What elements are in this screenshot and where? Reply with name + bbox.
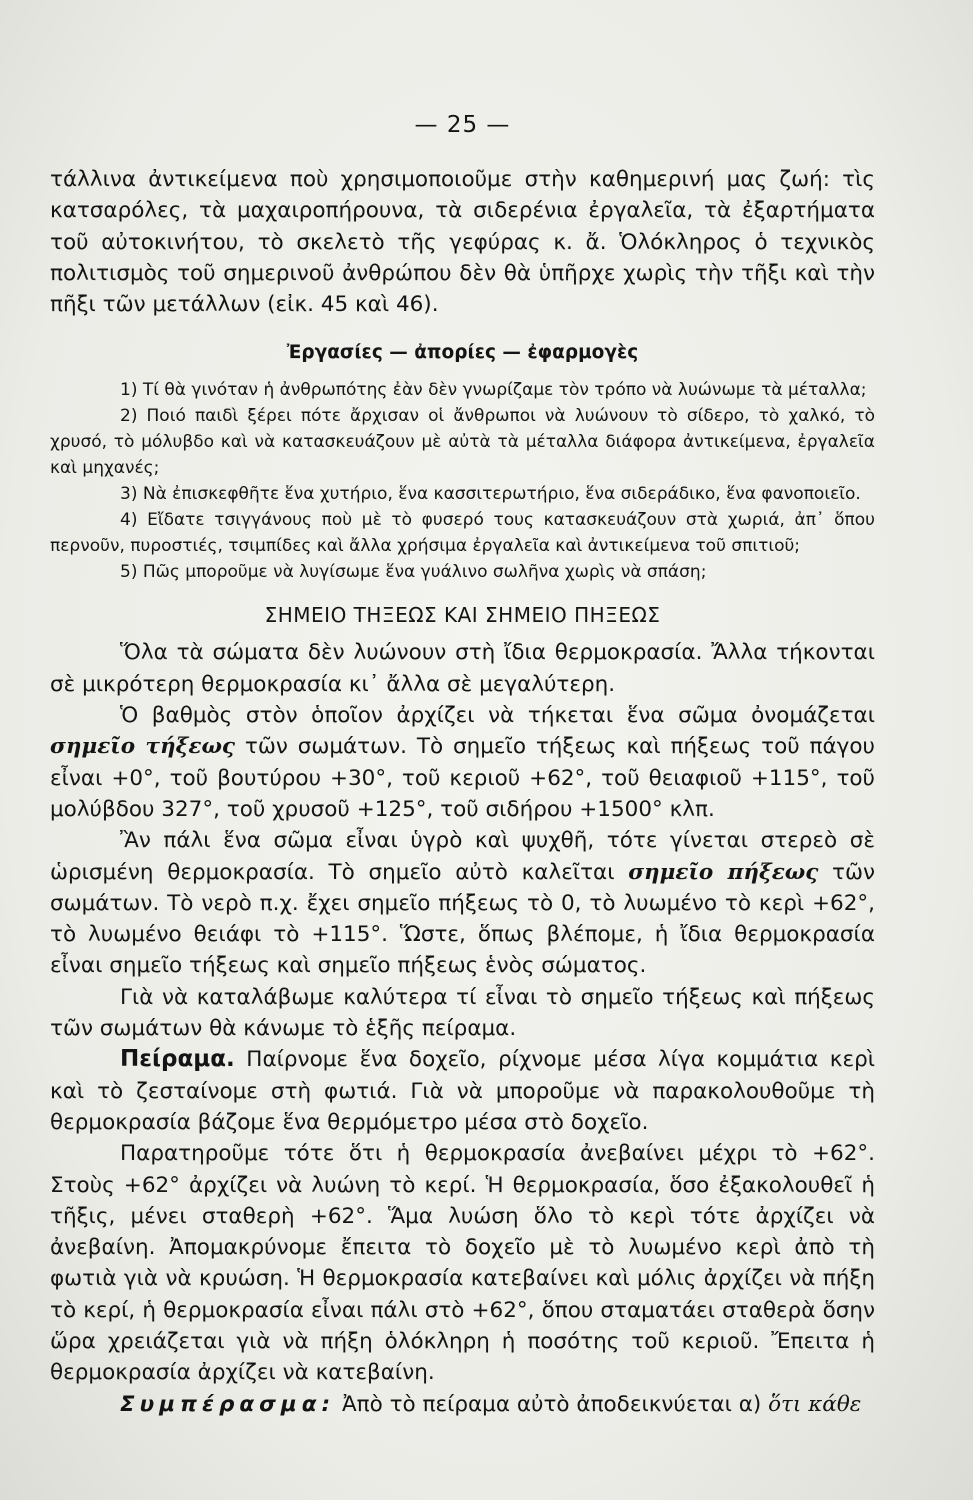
paragraph-observation: Παρατηροῦμε τότε ὅτι ἡ θερμοκρασία ἀνεβαίνει μέχρι τὸ +62°. Στοὺς +62° ἀρχίζει νὰ λυώνη τὸ κερί. Ἡ θερμοκρασία, ὅσο ἐξακολουθεῖ ἡ τῆξις, μένει σταθερὴ +62°. Ἅμα λυώση ὅλο τὸ κερὶ τότε ἀρχίζει νὰ ἀνεβαίνη. Ἀπομακρύνομε ἔπειτα τὸ δοχεῖο μὲ τὸ λυωμένο κερὶ ἀπὸ τὴ φωτιὰ γιὰ νὰ κρυώση. Ἡ θερμοκρασία κατεβαίνει καὶ μόλις ἀρχίζει νὰ πήξη τὸ κερί, ἡ θερμοκρασία εἶναι πάλι στὸ +62°, ὅπου σταματάει σταθερὰ ὅσην ὥρα χρειάζεται γιὰ νὰ πήξη ὁλόκληρη ἡ ποσότης τοῦ κεριοῦ. Ἔπειτα ἡ θερμοκρασία ἀρχίζει νὰ κατεβαίνη.: [50, 1141, 875, 1386]
question-item: 1) Τί θὰ γινόταν ἡ ἀνθρωπότης ἐὰν δὲν γνωρίζαμε τὸν τρόπο νὰ λυώνωμε τὰ μέταλλα;: [120, 380, 867, 401]
intro-paragraph: τάλλινα ἀντικείμενα ποὺ χρησιμοποιοῦμε στὴν καθημερινή μας ζωή: τὶς κατσαρόλες, τὰ μαχαιροπήρουνα, τὰ σιδερένια ἐργαλεῖα, τὰ ἐξαρτήματα τοῦ αὐτοκινήτου, τὸ σκελετὸ τῆς γεφύρας κ. ἄ. Ὁλόκληρος ὁ τεχνικὸς πολιτισμὸς τοῦ σημερινοῦ ἀνθρώπου δὲν θὰ ὑπῆρχε χωρὶς τὴν τῆξι καὶ τὴν πῆξι τῶν μετάλλων (εἰκ. 45 καὶ 46).: [50, 167, 875, 318]
paragraph-intro-experiment: Γιὰ νὰ καταλάβωμε καλύτερα τί εἶναι τὸ σημεῖο τήξεως καὶ πήξεως τῶν σωμάτων θὰ κάνωμε τὸ ἑξῆς πείραμα.: [50, 984, 875, 1042]
conclusion-tail: ὅτι κάθε: [768, 1391, 862, 1417]
paragraph-text: τῶν σωμάτων. Τὸ σημεῖο τήξεως καὶ πήξεως τοῦ πάγου εἶναι +0°, τοῦ βουτύρου +30°, τοῦ κεριοῦ +62°, τοῦ θειαφιοῦ +115°, τοῦ μολύβδου 327°, τοῦ χρυσοῦ +125°, τοῦ σιδήρου +1500° κλπ.: [50, 734, 875, 822]
page-number: — 25 —: [414, 112, 511, 138]
paragraph-freezing-point: [50, 825, 875, 981]
conclusion-label: Συμπέρασμα:: [120, 1391, 336, 1417]
paragraph-melting: Ὅλα τὰ σώματα δὲν λυώνουν στὴ ἴδια θερμοκρασία. Ἄλλα τήκονται σὲ μικρότερη θερμοκρασία κι᾿ ἄλλα σὲ μεγαλύτερη.: [50, 640, 875, 697]
paragraph-conclusion: [50, 1389, 875, 1420]
term-melting-point: σημεῖο τήξεως: [50, 734, 236, 760]
term-freezing-point: σημεῖο πήξεως: [628, 859, 819, 885]
paragraph-melting-point: [50, 700, 875, 825]
question-item: 4) Εἴδατε τσιγγάνους ποὺ μὲ τὸ φυσερό τους κατασκευάζουν στὰ χωριά, ἀπ᾿ ὅπου περνοῦν, πυροστιές, τσιμπίδες καὶ ἄλλα χρήσιμα ἐργαλεῖα καὶ ἀντικείμενα τοῦ σπιτιοῦ;: [50, 510, 875, 557]
paragraph-text: Παίρνομε ἕνα δοχεῖο, ρίχνομε μέσα λίγα κομμάτια κερὶ καὶ τὸ ζεσταίνομε στὴ φωτιά. Γιὰ νὰ μποροῦμε νὰ παρακολουθοῦμε τὴ θερμοκρασία βάζομε ἕνα θερμόμετρο μέσα στὸ δοχεῖο.: [50, 1047, 875, 1135]
section-title: ΣΗΜΕΙΟ ΤΗΞΕΩΣ ΚΑΙ ΣΗΜΕΙΟ ΠΗΞΕΩΣ: [264, 603, 661, 628]
paragraph-text: Ἀπὸ τὸ πείραμα αὐτὸ ἀποδεικνύεται α): [335, 1391, 769, 1417]
paragraph-text: τῶν σωμάτων. Τὸ νερὸ π.χ. ἔχει σημεῖο πήξεως τὸ 0, τὸ λυωμένο τὸ κερὶ +62°, τὸ λυωμένο θειάφι τὸ +115°. Ὥστε, ὅπως βλέπομε, ἡ ἴδια θερμοκρασία εἶναι σημεῖο τήξεως καὶ σημεῖο πήξεως ἑνὸς σώματος.: [50, 859, 875, 979]
experiment-label: Πείραμα.: [120, 1046, 235, 1073]
question-item: 3) Νὰ ἐπισκεφθῆτε ἕνα χυτήριο, ἕνα κασσιτερωτήριο, ἕνα σιδεράδικο, ἕνα φανοποιεῖο.: [120, 484, 861, 505]
paragraph-text: Ὁ βαθμὸς στὸν ὁποῖον ἀρχίζει νὰ τήκεται ἕνα σῶμα ὀνομάζεται: [120, 703, 875, 729]
paragraph-experiment: [50, 1044, 875, 1138]
paragraph-text: Ἂν πάλι ἕνα σῶμα εἶναι ὑγρὸ καὶ ψυχθῆ, τότε γίνεται στερεὸ σὲ ὡρισμένη θερμοκρασία. Τὸ σημεῖο αὐτὸ καλεῖται: [50, 828, 875, 885]
questions-heading: Ἐργασίες — ἀπορίες — ἐφαρμογὲς: [286, 342, 639, 364]
question-item: 2) Ποιό παιδὶ ξέρει πότε ἄρχισαν οἱ ἄνθρωποι νὰ λυώνουν τὸ σίδερο, τὸ χαλκό, τὸ χρυσό, τὸ μόλυβδο καὶ νὰ κατασκευάζουν μὲ αὐτὰ τὰ μέταλλα διάφορα ἀντικείμενα, ἐργαλεῖα καὶ μηχανές;: [50, 406, 875, 479]
question-item: 5) Πῶς μποροῦμε νὰ λυγίσωμε ἕνα γυάλινο σωλῆνα χωρὶς νὰ σπάση;: [120, 562, 707, 583]
questions-list: [50, 377, 875, 585]
